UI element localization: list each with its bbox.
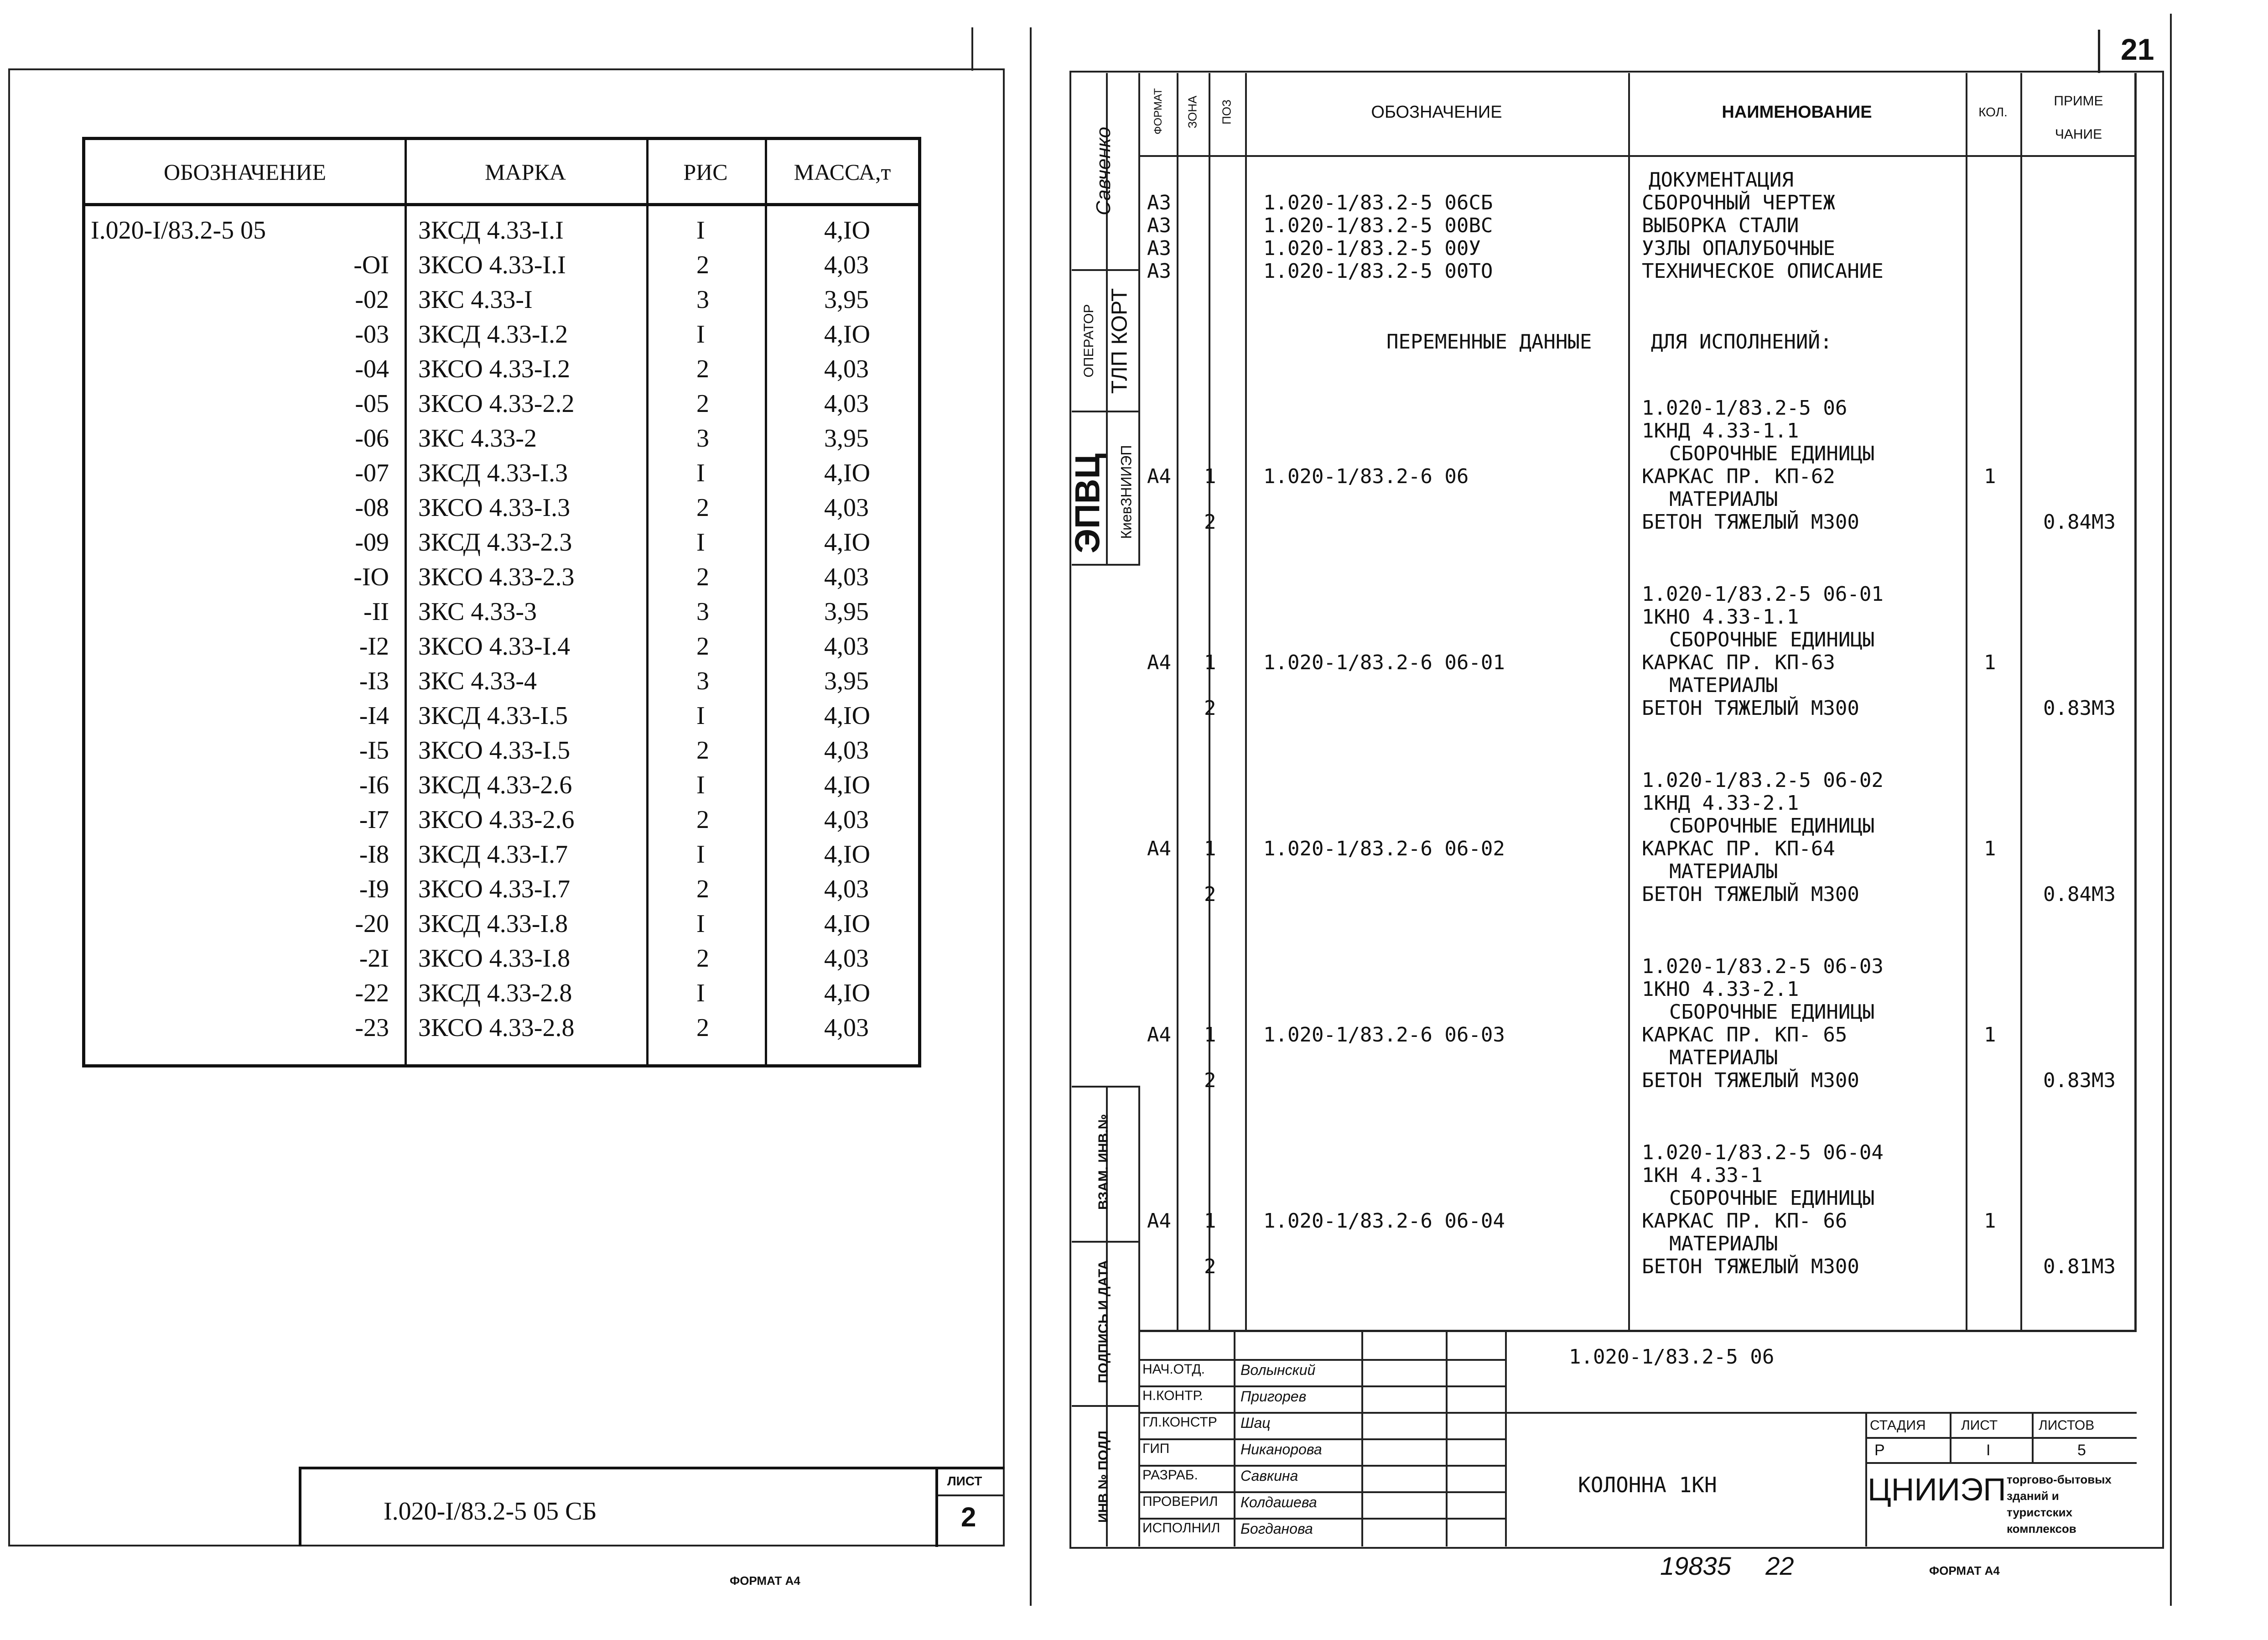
group-kol: 1 — [1984, 1023, 1996, 1046]
rh-kol: КОЛ. — [1978, 105, 2008, 119]
stamp-listov-label: ЛИСТОВ — [2039, 1418, 2095, 1433]
side-inv: ИНВ № ПОДЛ — [1096, 1431, 1111, 1523]
cell-ris: 3 — [696, 286, 709, 314]
stamp-role: РАЗРАБ. — [1142, 1468, 1198, 1483]
side-tlp: ТЛП КОРТ — [1107, 288, 1132, 394]
doc-naim: ДОКУМЕНТАЦИЯ — [1649, 168, 1794, 192]
left-stamp-list-box — [935, 1469, 1005, 1547]
right-header-divider — [1140, 155, 2137, 157]
rh-poz: ПОЗ — [1220, 99, 1234, 125]
left-spec-table — [82, 137, 921, 1067]
cell-ris: I — [696, 216, 705, 245]
cell-oboz: -I6 — [359, 771, 389, 799]
group-assembly-units: СБОРОЧНЫЕ ЕДИНИЦЫ — [1669, 1000, 1875, 1024]
cell-massa: 4,IO — [824, 459, 871, 487]
cell-massa: 3,95 — [824, 286, 869, 314]
cell-ris: 2 — [696, 806, 709, 834]
cell-ris: I — [696, 459, 705, 487]
page-number: 21 — [2121, 32, 2154, 66]
cell-ris: 2 — [696, 251, 709, 279]
variable-data-left: ПЕРЕМЕННЫЕ ДАННЫЕ — [1386, 330, 1592, 354]
stamp-list-label: ЛИСТ — [1961, 1418, 1998, 1433]
side-podpis: ПОДПИСЬ И ДАТА — [1096, 1260, 1111, 1384]
org-sub-line: комплексов — [2007, 1522, 2076, 1536]
stamp-role-line — [1140, 1518, 1505, 1520]
cell-massa: 4,IO — [824, 702, 871, 730]
doc-format: А3 — [1147, 237, 1171, 260]
cell-oboz: -I4 — [359, 702, 389, 730]
cell-ris: I — [696, 979, 705, 1007]
group-format: А4 — [1147, 1023, 1171, 1046]
rh-naim: НАИМЕНОВАНИЕ — [1722, 103, 1872, 122]
cell-marka: ЗКС 4.33-3 — [418, 598, 537, 626]
cell-marka: ЗКСД 4.33-2.6 — [418, 771, 572, 799]
header-divider — [85, 203, 918, 206]
cell-marka: ЗКСД 4.33-I.I — [418, 216, 564, 245]
cell-marka: ЗКСО 4.33-I.I — [418, 251, 566, 279]
group-oboz: 1.020-1/83.2-6 06-04 — [1263, 1209, 1505, 1233]
rh-oboz: ОБОЗНАЧЕНИЕ — [1371, 103, 1502, 122]
cell-oboz: -04 — [355, 355, 389, 383]
side-operator: ОПЕРАТОР — [1081, 304, 1096, 378]
cell-massa: 4,03 — [824, 563, 869, 591]
cell-massa: 4,03 — [824, 875, 869, 903]
page-number-box — [2098, 30, 2164, 73]
group-materials: МАТЕРИАЛЫ — [1669, 1046, 1778, 1069]
org-sub-line: торгово-бытовых — [2007, 1473, 2112, 1486]
group-head-mark: 1КН 4.33-1 — [1642, 1164, 1763, 1187]
group-pos-2: 2 — [1204, 510, 1216, 534]
stamp-name: Савкина — [1240, 1468, 1298, 1484]
left-stamp — [299, 1467, 1005, 1546]
table-row — [85, 560, 918, 594]
right-col-divider — [1966, 73, 1967, 1332]
stamp-role-line — [1140, 1465, 1505, 1467]
table-row — [85, 421, 918, 456]
group-format: А4 — [1147, 651, 1171, 674]
cell-marka: ЗКСО 4.33-I.8 — [418, 944, 571, 973]
cell-oboz: -I9 — [359, 875, 389, 903]
group-pos-2: 2 — [1204, 883, 1216, 906]
doc-naim: ТЕХНИЧЕСКОЕ ОПИСАНИЕ — [1642, 260, 1884, 283]
cell-oboz: -09 — [355, 528, 389, 557]
cell-massa: 4,03 — [824, 494, 869, 522]
stamp-name: Богданова — [1240, 1520, 1313, 1537]
doc-oboz: 1.020-1/83.2-5 00У — [1263, 237, 1481, 260]
cell-oboz: -23 — [355, 1014, 389, 1042]
stamp-title: КОЛОННА 1КН — [1578, 1473, 1717, 1497]
group-head-code: 1.020-1/83.2-5 06-03 — [1642, 955, 1884, 978]
cell-oboz: -OI — [353, 251, 389, 279]
group-beton: БЕТОН ТЯЖЕЛЫЙ М300 — [1642, 510, 1859, 534]
cell-massa: 3,95 — [824, 667, 869, 695]
group-oboz: 1.020-1/83.2-6 06 — [1263, 465, 1469, 488]
group-oboz: 1.020-1/83.2-6 06-03 — [1263, 1023, 1505, 1046]
group-prim: 0.83М3 — [2043, 1069, 2116, 1092]
left-stamp-list-label: ЛИСТ — [947, 1474, 982, 1488]
stamp-code: 1.020-1/83.2-5 06 — [1569, 1345, 1775, 1369]
group-materials: МАТЕРИАЛЫ — [1669, 860, 1778, 883]
right-format-label: ФОРМАТ А4 — [1929, 1564, 2000, 1578]
stamp-org: ЦНИИЭП — [1868, 1472, 2006, 1507]
side-kiev: КиевЗНИИЭП — [1118, 445, 1135, 539]
group-head-mark: 1КНД 4.33-1.1 — [1642, 419, 1799, 443]
group-beton: БЕТОН ТЯЖЕЛЫЙ М300 — [1642, 697, 1859, 720]
cell-massa: 4,IO — [824, 979, 871, 1007]
cell-marka: ЗКСО 4.33-2.2 — [418, 390, 575, 418]
stamp-divider — [2032, 1412, 2034, 1462]
group-format: А4 — [1147, 1209, 1171, 1233]
cell-marka: ЗКСД 4.33-I.3 — [418, 459, 568, 487]
table-row — [85, 698, 918, 733]
doc-oboz: 1.020-1/83.2-5 06СБ — [1263, 191, 1493, 214]
cell-marka: ЗКСД 4.33-I.5 — [418, 702, 568, 730]
group-kol: 1 — [1984, 1209, 1996, 1233]
stamp-name: Шац — [1240, 1415, 1271, 1431]
cell-ris: 3 — [696, 667, 709, 695]
cell-ris: 3 — [696, 424, 709, 453]
group-karkas: КАРКАС ПР. КП-63 — [1642, 651, 1835, 674]
stamp-divider — [1505, 1332, 1507, 1546]
group-karkas: КАРКАС ПР. КП-62 — [1642, 465, 1835, 488]
cell-massa: 4,03 — [824, 806, 869, 834]
table-row — [85, 386, 918, 421]
group-beton: БЕТОН ТЯЖЕЛЫЙ М300 — [1642, 883, 1859, 906]
cell-massa: 4,IO — [824, 528, 871, 557]
cell-ris: 2 — [696, 494, 709, 522]
group-format: А4 — [1147, 837, 1171, 860]
cell-ris: 2 — [696, 875, 709, 903]
cell-massa: 4,03 — [824, 736, 869, 765]
cell-massa: 4,IO — [824, 771, 871, 799]
group-assembly-units: СБОРОЧНЫЕ ЕДИНИЦЫ — [1669, 628, 1875, 651]
table-row — [85, 941, 918, 976]
cell-marka: ЗКСД 4.33-2.8 — [418, 979, 572, 1007]
right-col-divider — [1245, 73, 1247, 1332]
group-pos-2: 2 — [1204, 1255, 1216, 1278]
group-beton: БЕТОН ТЯЖЕЛЫЙ М300 — [1642, 1255, 1859, 1278]
group-prim: 0.84М3 — [2043, 510, 2116, 534]
cell-ris: 3 — [696, 598, 709, 626]
stamp-role: ГЛ.КОНСТР — [1142, 1415, 1217, 1430]
cell-marka: ЗКСД 4.33-I.2 — [418, 320, 568, 349]
group-format: А4 — [1147, 465, 1171, 488]
rh-prim-1: ПРИМЕ — [2054, 94, 2103, 109]
table-row — [85, 282, 918, 317]
cell-marka: ЗКСО 4.33-I.3 — [418, 494, 571, 522]
cell-oboz: -20 — [355, 910, 389, 938]
group-materials: МАТЕРИАЛЫ — [1669, 488, 1778, 511]
cell-oboz: -II — [363, 598, 389, 626]
right-sheet-left-edge — [1030, 27, 1032, 1606]
stamp-role: ПРОВЕРИЛ — [1142, 1494, 1218, 1509]
table-row — [85, 525, 918, 560]
rh-prim-2: ЧАНИЕ — [2055, 127, 2102, 142]
cell-massa: 4,03 — [824, 251, 869, 279]
table-row — [85, 837, 918, 872]
group-kol: 1 — [1984, 465, 1996, 488]
table-row — [85, 906, 918, 941]
cell-oboz: -07 — [355, 459, 389, 487]
group-head-mark: 1КНД 4.33-2.1 — [1642, 791, 1799, 815]
group-pos-1: 1 — [1204, 651, 1216, 674]
stamp-divider — [1865, 1412, 1867, 1546]
group-karkas: КАРКАС ПР. КП- 66 — [1642, 1209, 1848, 1233]
rh-zona: ЗОНА — [1185, 95, 1199, 129]
stamp-name: Колдашева — [1240, 1494, 1317, 1510]
group-assembly-units: СБОРОЧНЫЕ ЕДИНИЦЫ — [1669, 1187, 1875, 1210]
stamp-stadia-label: СТАДИЯ — [1870, 1418, 1926, 1433]
stamp-role: Н.КОНТР. — [1142, 1388, 1204, 1403]
doc-oboz: 1.020-1/83.2-5 00ТО — [1263, 260, 1493, 283]
stamp-role-line — [1140, 1412, 1505, 1414]
doc-naim: СБОРОЧНЫЙ ЧЕРТЕЖ — [1642, 191, 1835, 214]
cell-ris: I — [696, 320, 705, 349]
cell-ris: I — [696, 840, 705, 869]
cell-oboz: -I2 — [359, 632, 389, 661]
cell-massa: 4,IO — [824, 216, 871, 245]
group-prim: 0.84М3 — [2043, 883, 2116, 906]
left-stamp-code: I.020-I/83.2-5 05 СБ — [384, 1497, 597, 1525]
cell-massa: 3,95 — [824, 424, 869, 453]
cell-massa: 4,03 — [824, 355, 869, 383]
cell-oboz: -03 — [355, 320, 389, 349]
cell-marka: ЗКСО 4.33-I.2 — [418, 355, 571, 383]
cell-marka: ЗКСО 4.33-I.7 — [418, 875, 571, 903]
cell-oboz: -06 — [355, 424, 389, 453]
cell-massa: 4,IO — [824, 910, 871, 938]
doc-format: А3 — [1147, 214, 1171, 237]
cell-oboz: -I7 — [359, 806, 389, 834]
cell-ris: I — [696, 528, 705, 557]
cell-marka: ЗКСО 4.33-2.8 — [418, 1014, 575, 1042]
group-beton: БЕТОН ТЯЖЕЛЫЙ М300 — [1642, 1069, 1859, 1092]
cell-ris: 2 — [696, 355, 709, 383]
cell-marka: ЗКСО 4.33-I.5 — [418, 736, 571, 765]
table-row — [85, 594, 918, 629]
cell-oboz: I.020-I/83.2-5 05 — [91, 216, 266, 245]
cell-ris: I — [696, 702, 705, 730]
table-row — [85, 664, 918, 698]
right-col-divider — [2020, 73, 2022, 1332]
handwritten-number: 19835 22 — [1660, 1551, 1794, 1580]
group-head-mark: 1КНО 4.33-1.1 — [1642, 605, 1799, 629]
table-row — [85, 1010, 918, 1045]
table-row — [85, 872, 918, 906]
right-sheet-right-edge — [2170, 14, 2172, 1606]
doc-naim: ВЫБОРКА СТАЛИ — [1642, 214, 1799, 237]
left-sheet-top-tick — [971, 27, 973, 71]
group-head-code: 1.020-1/83.2-5 06-04 — [1642, 1141, 1884, 1164]
cell-ris: 2 — [696, 390, 709, 418]
stamp-listov: 5 — [2077, 1442, 2086, 1459]
group-kol: 1 — [1984, 837, 1996, 860]
cell-oboz: -I8 — [359, 840, 389, 869]
cell-ris: I — [696, 771, 705, 799]
cell-marka: ЗКСД 4.33-2.3 — [418, 528, 572, 557]
stamp-role-line — [1140, 1385, 1505, 1387]
cell-ris: I — [696, 910, 705, 938]
org-sub-line: зданий и — [2007, 1489, 2059, 1503]
cell-marka: ЗКСД 4.33-I.8 — [418, 910, 568, 938]
group-pos-1: 1 — [1204, 1023, 1216, 1046]
org-sub-line: туристских — [2007, 1505, 2073, 1519]
group-head-code: 1.020-1/83.2-5 06 — [1642, 396, 1848, 420]
left-stamp-list-no: 2 — [961, 1502, 976, 1532]
left-stamp-list-divider — [938, 1494, 1005, 1496]
group-pos-2: 2 — [1204, 697, 1216, 720]
right-col-divider — [1628, 73, 1630, 1332]
stamp-name: Волынский — [1240, 1362, 1316, 1378]
stamp-name: Пригорев — [1240, 1388, 1307, 1405]
doc-format: А3 — [1147, 260, 1171, 283]
cell-marka: ЗКС 4.33-2 — [418, 424, 537, 453]
table-row — [85, 352, 918, 386]
stamp-role: ИСПОЛНИЛ — [1142, 1520, 1220, 1536]
group-pos-1: 1 — [1204, 837, 1216, 860]
cell-marka: ЗКС 4.33-I — [418, 286, 533, 314]
doc-format: А3 — [1147, 191, 1171, 214]
cell-oboz: -05 — [355, 390, 389, 418]
cell-ris: 2 — [696, 632, 709, 661]
cell-ris: 2 — [696, 944, 709, 973]
cell-marka: ЗКСО 4.33-I.4 — [418, 632, 571, 661]
cell-oboz: -I3 — [359, 667, 389, 695]
cell-oboz: -IO — [353, 563, 389, 591]
col-header-massa: МАССА,т — [794, 159, 891, 185]
side-vzam: ВЗАМ. ИНВ.№ — [1096, 1114, 1111, 1210]
table-row — [85, 213, 918, 248]
stamp-org-sub — [2007, 1471, 2112, 1537]
cell-massa: 4,03 — [824, 1014, 869, 1042]
side-strip-sep — [1072, 411, 1140, 412]
group-pos-2: 2 — [1204, 1069, 1216, 1092]
group-oboz: 1.020-1/83.2-6 06-02 — [1263, 837, 1505, 860]
cell-marka: ЗКСО 4.33-2.3 — [418, 563, 575, 591]
group-materials: МАТЕРИАЛЫ — [1669, 1232, 1778, 1255]
col-header-ris: РИС — [683, 159, 728, 185]
cell-massa: 4,03 — [824, 944, 869, 973]
rh-format: ФОРМАТ — [1152, 88, 1164, 135]
cell-massa: 4,03 — [824, 390, 869, 418]
side-epvc: ЭПВЦ — [1068, 453, 1107, 554]
stamp-role-line — [1140, 1359, 1505, 1361]
cell-oboz: -08 — [355, 494, 389, 522]
stamp-role: НАЧ.ОТД. — [1142, 1362, 1205, 1377]
table-row — [85, 976, 918, 1010]
cell-oboz: -I5 — [359, 736, 389, 765]
cell-massa: 3,95 — [824, 598, 869, 626]
table-row — [85, 768, 918, 802]
cell-marka: ЗКС 4.33-4 — [418, 667, 537, 695]
cell-massa: 4,IO — [824, 320, 871, 349]
group-oboz: 1.020-1/83.2-6 06-01 — [1263, 651, 1505, 674]
doc-naim: УЗЛЫ ОПАЛУБОЧНЫЕ — [1642, 237, 1835, 260]
cell-massa: 4,IO — [824, 840, 871, 869]
group-prim: 0.81М3 — [2043, 1255, 2116, 1278]
doc-oboz: 1.020-1/83.2-5 00ВС — [1263, 214, 1493, 237]
stamp-role-line — [1140, 1438, 1505, 1440]
cell-ris: 2 — [696, 736, 709, 765]
group-assembly-units: СБОРОЧНЫЕ ЕДИНИЦЫ — [1669, 442, 1875, 465]
group-karkas: КАРКАС ПР. КП- 65 — [1642, 1023, 1848, 1046]
variable-data-right: ДЛЯ ИСПОЛНЕНИЙ: — [1651, 330, 1832, 354]
right-col-divider — [1177, 73, 1178, 1332]
table-row — [85, 456, 918, 490]
stamp-divider — [1865, 1462, 2137, 1464]
group-assembly-units: СБОРОЧНЫЕ ЕДИНИЦЫ — [1669, 814, 1875, 838]
stamp-role: ГИП — [1142, 1441, 1170, 1456]
stamp-divider — [1950, 1412, 1951, 1462]
cell-oboz: -02 — [355, 286, 389, 314]
col-header-oboz: ОБОЗНАЧЕНИЕ — [163, 159, 327, 185]
stamp-divider — [1865, 1437, 2137, 1439]
group-materials: МАТЕРИАЛЫ — [1669, 674, 1778, 697]
stamp-name: Никанорова — [1240, 1441, 1322, 1458]
stamp-list: I — [1986, 1442, 1991, 1459]
table-row — [85, 629, 918, 664]
cell-ris: 2 — [696, 1014, 709, 1042]
side-savchenko: Савченко — [1092, 127, 1115, 215]
group-head-mark: 1КНО 4.33-2.1 — [1642, 978, 1799, 1001]
cell-oboz: -2I — [359, 944, 389, 973]
group-karkas: КАРКАС ПР. КП-64 — [1642, 837, 1835, 860]
stamp-divider — [1505, 1412, 2137, 1414]
cell-marka: ЗКСО 4.33-2.6 — [418, 806, 575, 834]
group-prim: 0.83М3 — [2043, 697, 2116, 720]
group-pos-1: 1 — [1204, 1209, 1216, 1233]
side-strip-sep — [1072, 269, 1140, 271]
table-row — [85, 248, 918, 282]
cell-ris: 2 — [696, 563, 709, 591]
group-kol: 1 — [1984, 651, 1996, 674]
table-row — [85, 733, 918, 768]
group-head-code: 1.020-1/83.2-5 06-02 — [1642, 769, 1884, 792]
cell-massa: 4,03 — [824, 632, 869, 661]
group-pos-1: 1 — [1204, 465, 1216, 488]
group-head-code: 1.020-1/83.2-5 06-01 — [1642, 583, 1884, 606]
cell-oboz: -22 — [355, 979, 389, 1007]
table-row — [85, 490, 918, 525]
stamp-stadia: Р — [1874, 1442, 1885, 1459]
table-row — [85, 802, 918, 837]
table-row — [85, 317, 918, 352]
col-header-marka: МАРКА — [485, 159, 566, 185]
left-format-label: ФОРМАТ А4 — [730, 1574, 800, 1588]
cell-marka: ЗКСД 4.33-I.7 — [418, 840, 568, 869]
stamp-role-line — [1140, 1491, 1505, 1493]
